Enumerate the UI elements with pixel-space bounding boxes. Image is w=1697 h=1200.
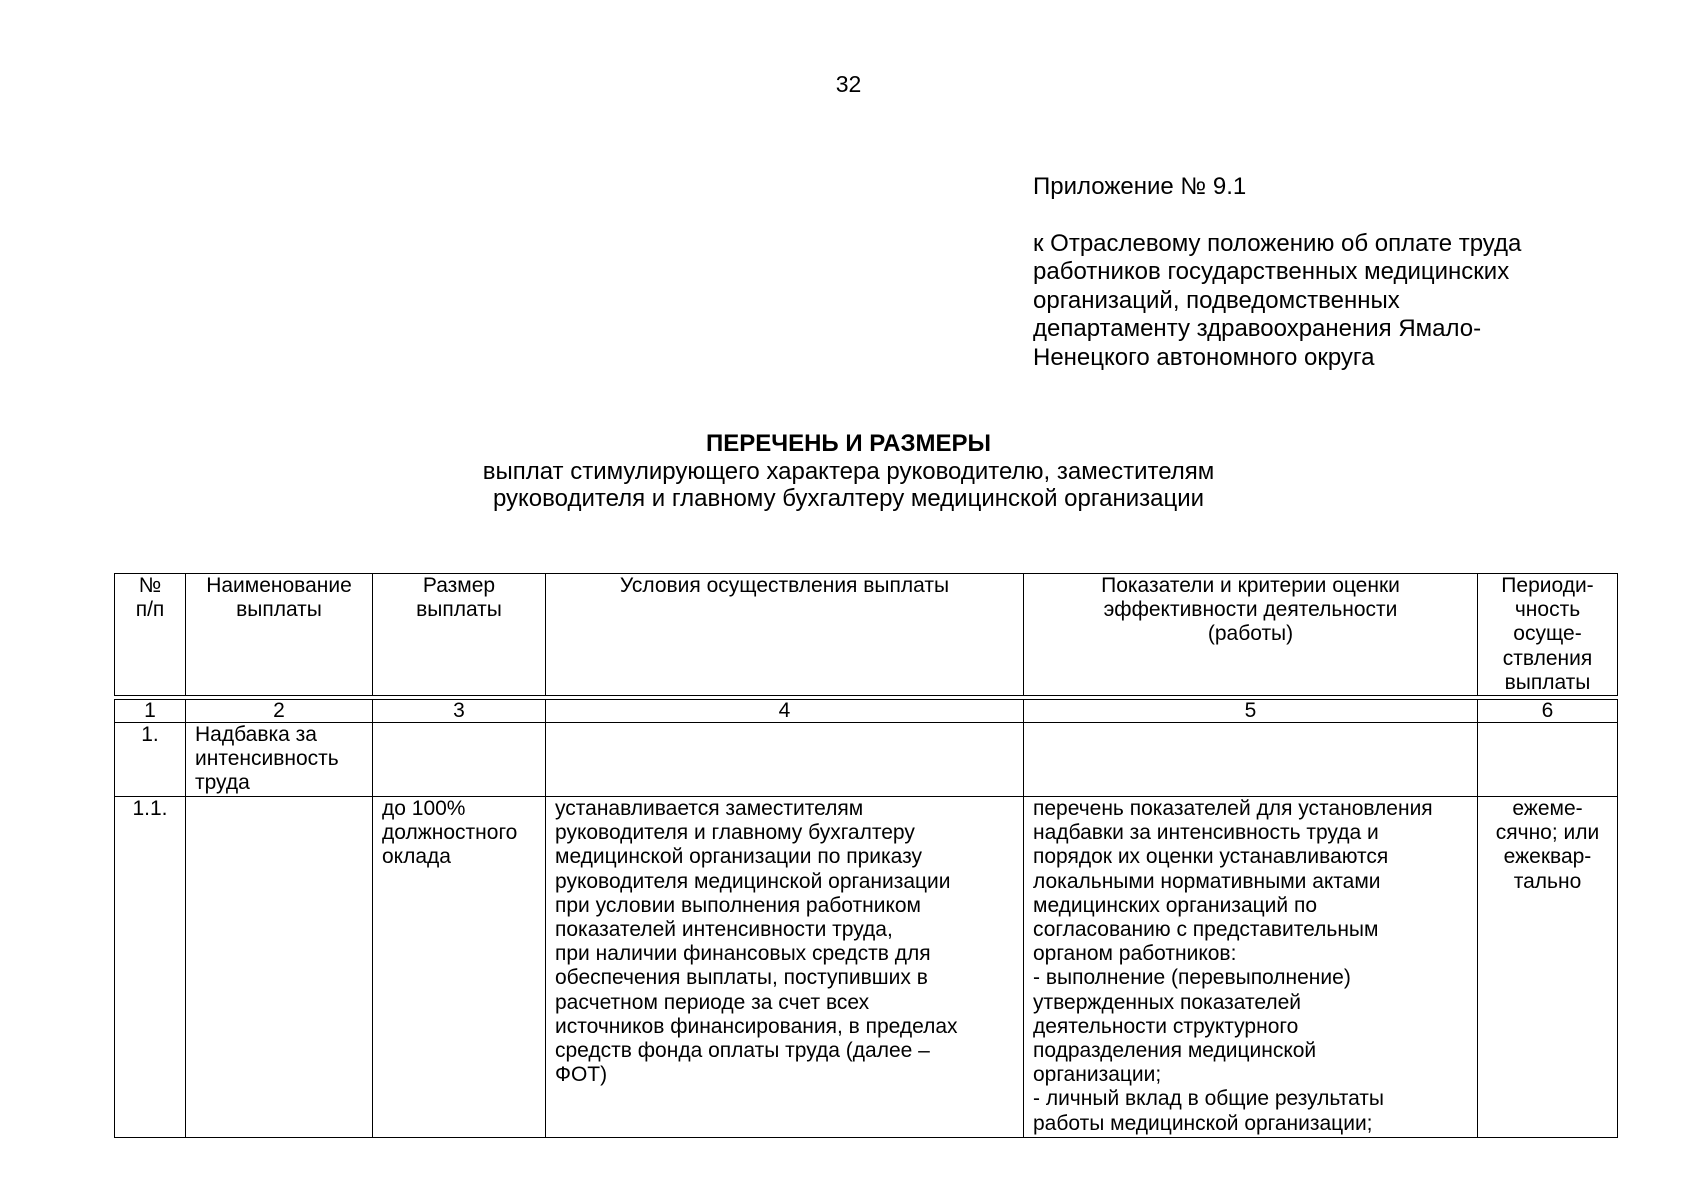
document-title-sub: выплат стимулирующего характера руководителю, заместителям руководителя и главному бухгалтеру медицинской организации — [482, 457, 1215, 512]
header-cell-name: Наименование выплаты — [186, 574, 373, 696]
appendix-title: Приложение № 9.1 — [1033, 173, 1247, 200]
table-row — [115, 797, 1618, 1138]
column-number-cell: 5 — [1024, 700, 1478, 723]
row-number-cell: 1. — [115, 723, 186, 797]
row-conditions-cell — [546, 723, 1024, 797]
row-criteria-cell — [1024, 723, 1478, 797]
column-number-cell: 2 — [186, 700, 373, 723]
row-number-cell: 1.1. — [115, 797, 186, 1138]
column-number-row — [115, 700, 1618, 723]
header-cell-periodicity: Периоди- чность осуще- ствления выплаты — [1478, 574, 1618, 696]
column-number-cell: 6 — [1478, 700, 1618, 723]
row-periodicity-cell: ежеме- сячно; или ежеквар- тально — [1478, 797, 1618, 1138]
document-title-main: ПЕРЕЧЕНЬ И РАЗМЕРЫ — [705, 430, 992, 457]
column-number-cell: 1 — [115, 700, 186, 723]
table-header — [114, 573, 1618, 696]
appendix-body: к Отраслевому положению об оплате труда работников государственных медицинских организаций, подведомственных департаменту здравоохранения Ямало- Ненецкого автономного округа — [1033, 229, 1522, 371]
row-conditions-cell: устанавливается заместителям руководителя и главному бухгалтеру медицинской организации по приказу руководителя медицинской организации при условии выполнения работником показателей интенсивности труда, при наличии финансовых средств для обеспечения выплаты, поступивших в расчетном периоде за счет всех источников финансирования, в пределах средств фонда оплаты труда (далее – ФОТ) — [546, 797, 1024, 1138]
row-size-cell — [373, 723, 546, 797]
header-row — [115, 574, 1618, 696]
header-cell-number: № п/п — [115, 574, 186, 696]
row-size-cell: до 100% должностного оклада — [373, 797, 546, 1138]
row-name-cell — [186, 797, 373, 1138]
column-number-cell: 3 — [373, 700, 546, 723]
header-cell-criteria: Показатели и критерии оценки эффективности деятельности (работы) — [1024, 574, 1478, 696]
header-cell-size: Размер выплаты — [373, 574, 546, 696]
row-periodicity-cell — [1478, 723, 1618, 797]
row-criteria-cell: перечень показателей для установления надбавки за интенсивность труда и порядок их оценки устанавливаются локальными нормативными актами медицинских организаций по согласованию с представительным органом работников: - выполнение (перевыполнение) утвержденных показателей деятельности структурного подразделения медицинской организации; - личный вклад в общие результаты работы медицинской организации; — [1024, 797, 1478, 1138]
document-title — [0, 430, 1697, 513]
page-number: 32 — [835, 71, 862, 97]
table-body — [114, 699, 1618, 1138]
column-number-cell: 4 — [546, 700, 1024, 723]
header-cell-conditions: Условия осуществления выплаты — [546, 574, 1024, 696]
table-row — [115, 723, 1618, 797]
row-name-cell: Надбавка за интенсивность труда — [186, 723, 373, 797]
appendix-block — [1033, 173, 1633, 373]
